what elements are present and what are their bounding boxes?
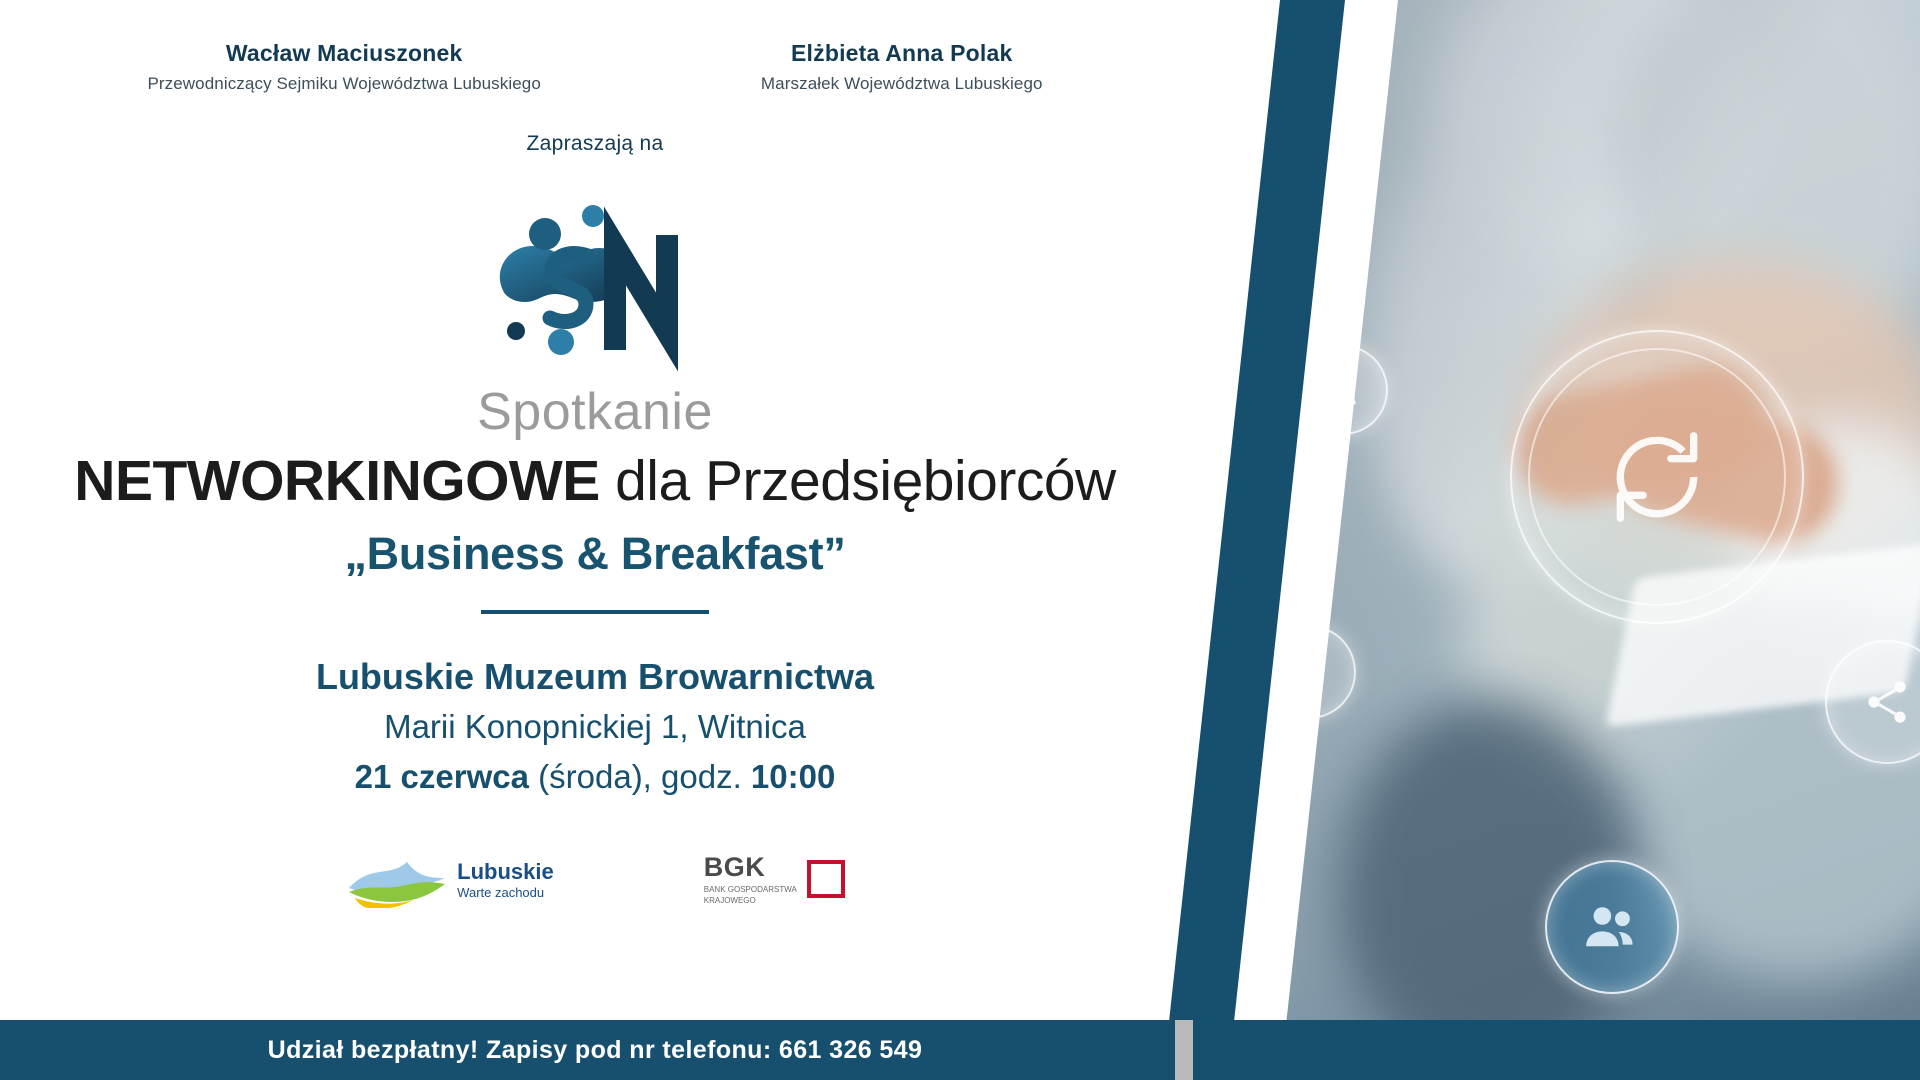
footer-bar [0, 1020, 1920, 1080]
page-title [0, 448, 1190, 514]
host-name: Elżbieta Anna Polak [790, 40, 1013, 66]
lubuskie-logo-icon [345, 852, 449, 908]
bgk-name: BGK [703, 852, 766, 882]
bgk-square-icon [807, 860, 845, 898]
sponsor-bgk [704, 852, 845, 905]
venue-name: Lubuskie Muzeum Browarnictwa [315, 656, 875, 697]
footer-text: Udział bezpłatny! Zapisy pod nr telefonu: 661 326 549 [267, 1035, 923, 1064]
event-day-label: (środa), godz. [528, 758, 751, 795]
sponsor-logos [0, 852, 1190, 908]
bgk-text-block [704, 852, 797, 905]
invitation-line: Zapraszają na [526, 132, 664, 155]
venue-address: Marii Konopnickiej 1, Witnica [384, 708, 806, 745]
event-date: 21 czerwca [354, 758, 529, 795]
refresh-cycle-icon [1510, 330, 1804, 624]
user-icon [1298, 345, 1388, 435]
lubuskie-text-block [457, 861, 554, 899]
logo-wordmark: Spotkanie [477, 383, 713, 441]
host-role: Przewodniczący Sejmiku Województwa Lubuskiego [147, 74, 541, 93]
spotkanie-sn-logo-icon [465, 194, 725, 394]
footer-bar-right [1193, 1020, 1920, 1080]
people-group-icon [1545, 860, 1679, 994]
event-time: 10:00 [750, 758, 836, 795]
lubuskie-name: Lubuskie [457, 859, 554, 884]
hosts-row [0, 0, 1190, 94]
host-block [147, 40, 540, 94]
page-subtitle: „Business & Breakfast” [344, 528, 846, 579]
host-block [761, 40, 1043, 94]
handshake-business-photo [1280, 0, 1920, 1080]
divider [481, 610, 709, 614]
footer-content [0, 1020, 1190, 1080]
host-role: Marszałek Województwa Lubuskiego [760, 74, 1043, 93]
title-line1-bold: NETWORKINGOWE [74, 449, 600, 513]
event-logo [0, 194, 1190, 442]
title-line1-rest: dla Przedsiębiorców [599, 449, 1116, 513]
event-datetime [0, 758, 1190, 796]
sponsor-lubuskie [345, 852, 554, 908]
bgk-subline-2: KRAJOWEGO [703, 896, 756, 906]
bgk-subline-1: BANK GOSPODARSTWA [703, 885, 797, 894]
lubuskie-tagline: Warte zachodu [457, 885, 545, 900]
host-name: Wacław Maciuszonek [225, 40, 463, 66]
